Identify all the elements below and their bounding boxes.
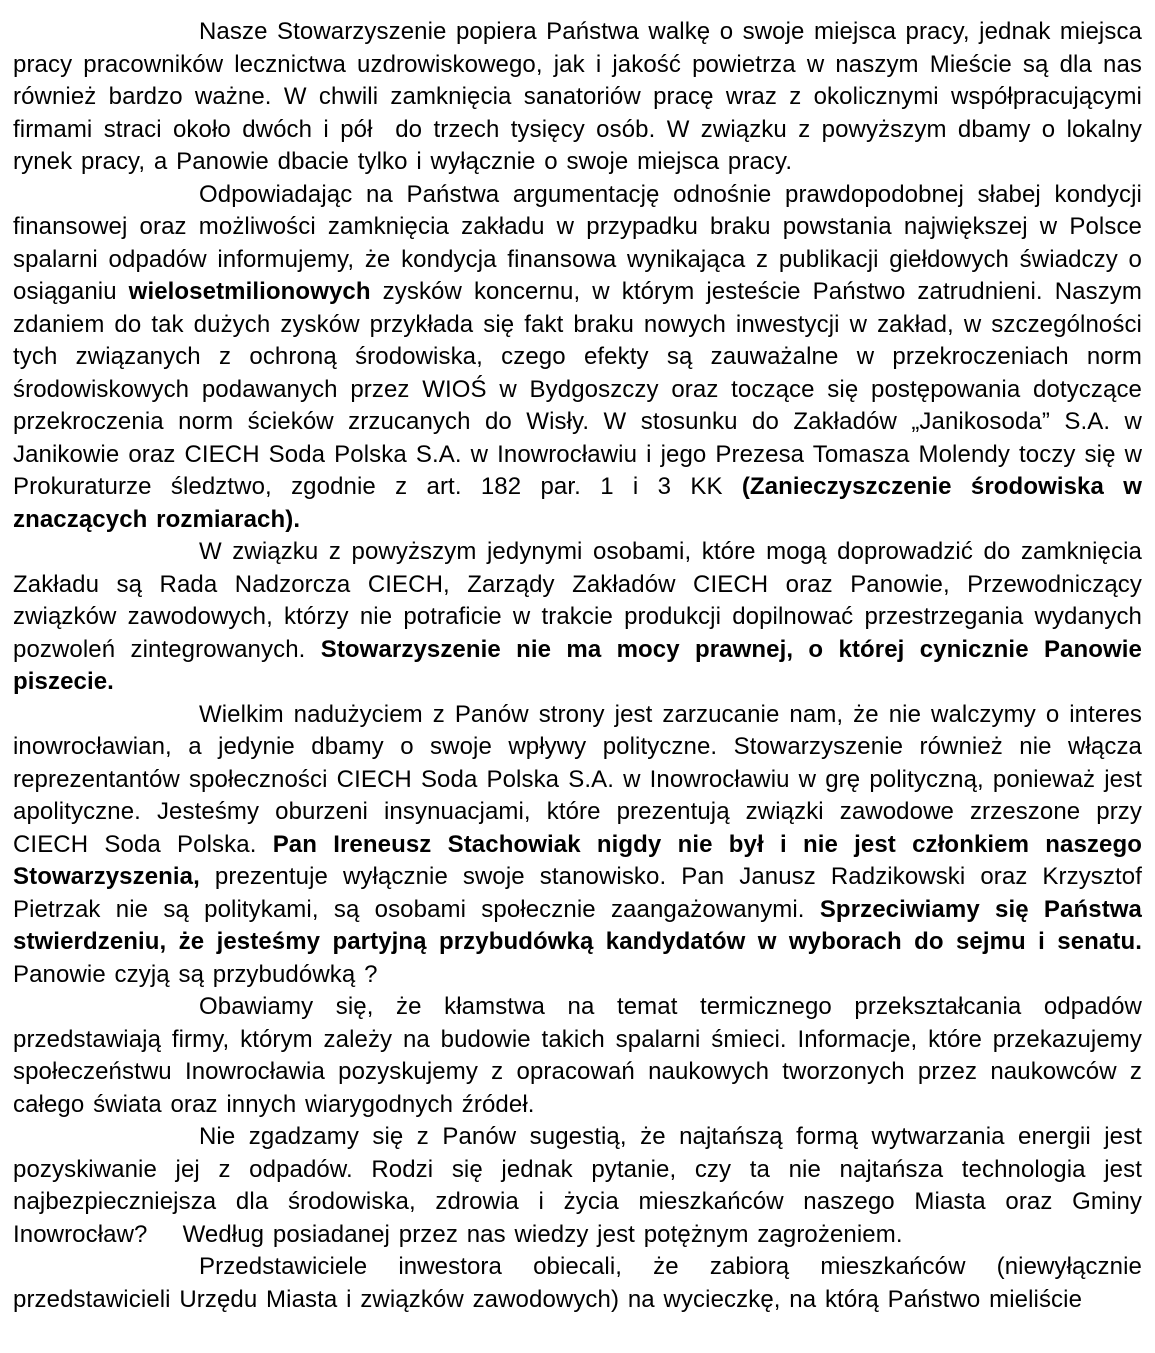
- paragraph: [13, 16, 1142, 179]
- text-run: prezentuje wyłącznie swoje stanowisko. Pan Janusz Radzikowski oraz Krzysztof Pietrzak nie są politykami, są osobami społecznie zaangażowanymi.: [13, 863, 1142, 923]
- text-run: wielosetmilionowych: [128, 278, 371, 305]
- text-run: Przedstawiciele inwestora obiecali, że zabiorą mieszkańców (niewyłącznie przedstawicieli Urzędu Miasta i związków zawodowych) na wycieczkę, na którą Państwo mieliście: [13, 1253, 1142, 1313]
- paragraph: [13, 699, 1142, 992]
- text-run: Nie zgadzamy się z Panów sugestią, że najtańszą formą wytwarzania energii jest pozyskiwanie jej z odpadów. Rodzi się jednak pytanie, czy ta nie najtańsza technologia jest najbezpieczniejsza dla środowiska, zdrowia i życia mieszkańców naszego Miasta oraz Gminy Inowrocław? Według posiadanej przez nas wiedzy jest potężnym zagrożeniem.: [13, 1123, 1142, 1248]
- document-body: [13, 16, 1142, 1316]
- paragraph: [13, 1251, 1142, 1316]
- paragraph: [13, 536, 1142, 699]
- text-run: Sprzeciwiamy się Państwa stwierdzeniu, że jesteśmy partyjną przybudówką kandydatów w wyborach do sejmu i senatu.: [13, 895, 1143, 955]
- paragraph: [13, 179, 1142, 537]
- text-run: zysków koncernu, w którym jesteście Państwo zatrudnieni. Naszym zdaniem do tak dużych zysków przykłada się fakt braku nowych inwestycji w zakład, w szczególności tych związanych z ochroną środowiska, czego efekty są zauważalne w przekroczeniach norm środowiskowych podawanych przez WIOŚ w Bydgoszczy oraz toczące się postępowania dotyczące przekroczenia norm ścieków zrzucanych do Wisły. W stosunku do Zakładów „Janikosoda” S.A. w Janikowie oraz CIECH Soda Polska S.A. w Inowrocławiu i jego Prezesa Tomasza Molendy toczy się w Prokuraturze śledztwo, zgodnie z art. 182 par. 1 i 3 KK: [13, 278, 1142, 500]
- text-run: Pan Ireneusz Stachowiak nigdy nie był i nie jest członkiem naszego Stowarzyszenia,: [13, 830, 1142, 890]
- text-run: Obawiamy się, że kłamstwa na temat termicznego przekształcania odpadów przedstawiają firmy, którym zależy na budowie takich spalarni śmieci. Informacje, które przekazujemy społeczeństwu Inowrocławia pozyskujemy z opracowań naukowych tworzonych przez naukowców z całego świata oraz innych wiarygodnych źródeł.: [13, 993, 1142, 1118]
- paragraph: [13, 1121, 1142, 1251]
- text-run: (Zanieczyszczenie środowiska w znaczących rozmiarach).: [13, 473, 1143, 533]
- text-run: W związku z powyższym jedynymi osobami, które mogą doprowadzić do zamknięcia Zakładu są Rada Nadzorcza CIECH, Zarządy Zakładów CIECH oraz Panowie, Przewodniczący związków zawodowych, którzy nie potraficie w trakcie produkcji dopilnować przestrzegania wydanych pozwoleń zintegrowanych.: [13, 538, 1142, 663]
- text-run: Nasze Stowarzyszenie popiera Państwa walkę o swoje miejsca pracy, jednak miejsca pracy pracowników lecznictwa uzdrowiskowego, jak i jakość powietrza w naszym Mieście są dla nas również bardzo ważne. W chwili zamknięcia sanatoriów pracę wraz z okolicznymi współpracującymi firmami straci około dwóch i pół do trzech tysięcy osób. W związku z powyższym dbamy o lokalny rynek pracy, a Panowie dbacie tylko i wyłącznie o swoje miejsca pracy.: [13, 18, 1142, 175]
- paragraph: [13, 991, 1142, 1121]
- text-run: Odpowiadając na Państwa argumentację odnośnie prawdopodobnej słabej kondycji finansowej oraz możliwości zamknięcia zakładu w przypadku braku powstania największej w Polsce spalarni odpadów informujemy, że kondycja finansowa wynikająca z publikacji giełdowych świadczy o osiąganiu: [13, 180, 1142, 305]
- text-run: Stowarzyszenie nie ma mocy prawnej, o której cynicznie Panowie piszecie.: [13, 635, 1142, 695]
- text-run: Wielkim nadużyciem z Panów strony jest zarzucanie nam, że nie walczymy o interes inowrocławian, a jedynie dbamy o swoje wpływy polityczne. Stowarzyszenie również nie włącza reprezentantów społeczności CIECH Soda Polska S.A. w Inowrocławiu w grę polityczną, ponieważ jest apolityczne. Jesteśmy oburzeni insynuacjami, które prezentują związki zawodowe zrzeszone przy CIECH Soda Polska.: [13, 700, 1142, 858]
- text-run: Panowie czyją są przybudówką ?: [13, 960, 378, 988]
